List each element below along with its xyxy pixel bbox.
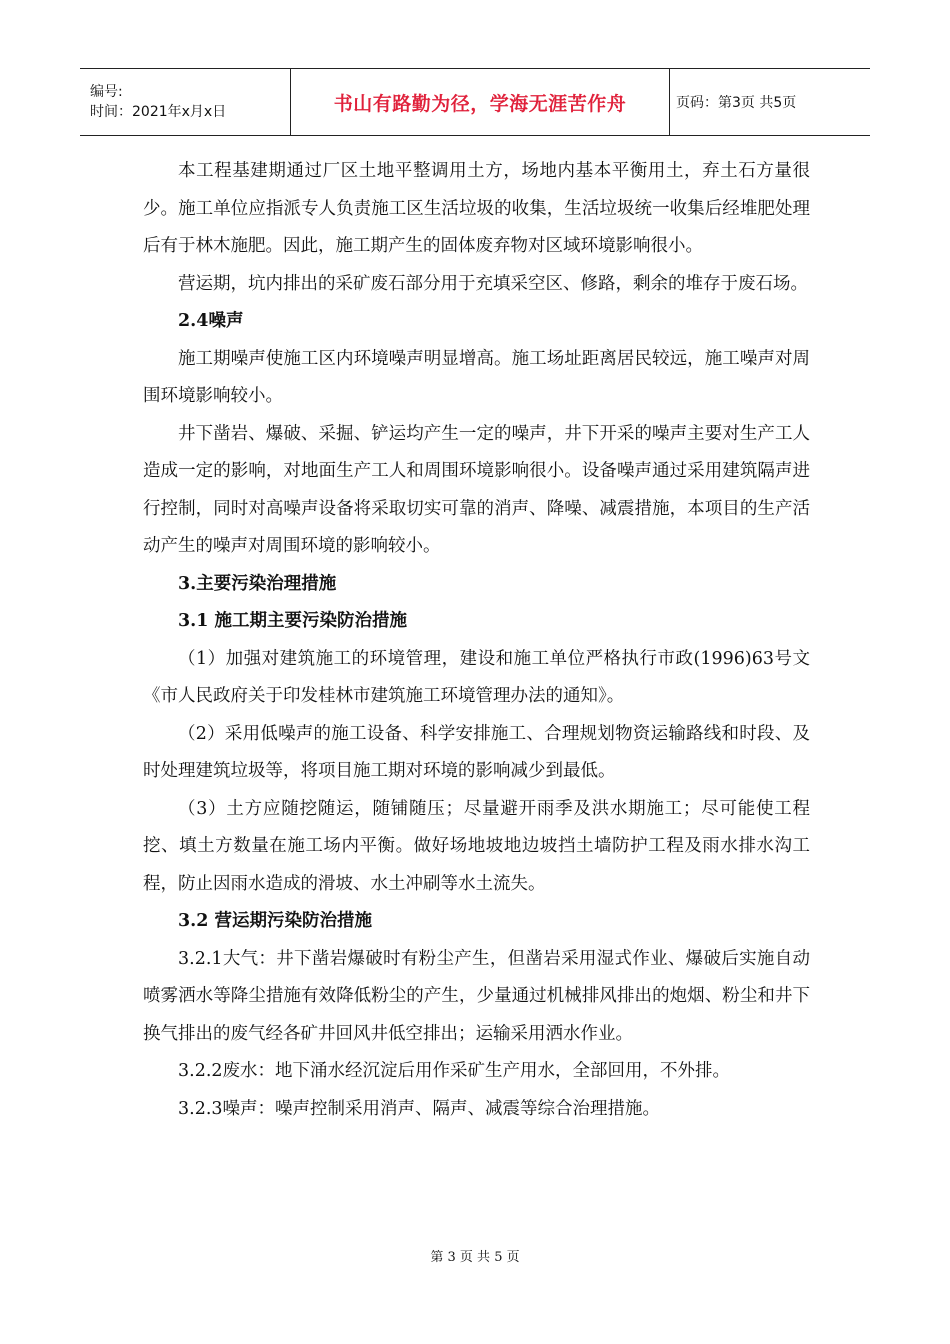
section-heading: 2.4噪声: [178, 311, 244, 331]
paragraph: 营运期，坑内排出的采矿废石部分用于充填采空区、修路，剩余的堆存于废石场。: [178, 273, 808, 294]
paragraph: 3.2.2废水：地下涌水经沉淀后用作采矿生产用水，全部回用，不外排。: [178, 1061, 731, 1081]
paragraph: （1）加强对建筑施工的环境管理，建设和施工单位严格执行市政(1996)63号文《市人民政府关于印发桂林市建筑施工环境管理办法的通知》。: [143, 648, 810, 706]
paragraph: 井下凿岩、爆破、采掘、铲运均产生一定的噪声，井下开采的噪声主要对生产工人造成一定的影响，对地面生产工人和周围环境影响很小。设备噪声通过采用建筑隔声进行控制，同时对高噪声设备将采取切实可靠的消声、降噪、减震措施，本项目的生产活动产生的噪声对周围环境的影响较小。: [143, 423, 810, 556]
paragraph: 3.2.1大气：井下凿岩爆破时有粉尘产生，但凿岩采用湿式作业、爆破后实施自动喷雾洒水等降尘措施有效降低粉尘的产生，少量通过机械排风排出的炮烟、粉尘和井下换气排出的废气经各矿井回风井低空排出；运输采用洒水作业。: [143, 948, 810, 1044]
header-page-code: 页码：第3页 共5页: [676, 95, 797, 111]
page-footer: 第 3 页 共 5 页: [430, 1250, 520, 1265]
paragraph: 3.2.3噪声：噪声控制采用消声、隔声、减震等综合治理措施。: [178, 1098, 661, 1119]
section-heading: 3.1 施工期主要污染防治措施: [178, 611, 408, 631]
page-header: [80, 68, 870, 136]
paragraph: 施工期噪声使施工区内环境噪声明显增高。施工场址距离居民较远，施工噪声对周围环境影响较小。: [143, 348, 810, 406]
header-meta: [80, 69, 291, 136]
section-heading: 3.主要污染治理措施: [178, 573, 337, 594]
paragraph: （3）土方应随挖随运，随铺随压；尽量避开雨季及洪水期施工；尽可能使工程挖、填土方数量在施工场内平衡。做好场地坡地边坡挡土墙防护工程及雨水排水沟工程，防止因雨水造成的滑坡、水土冲刷等水土流失。: [143, 798, 810, 894]
section-heading: 3.2 营运期污染防治措施: [178, 911, 373, 931]
paragraph: 本工程基建期通过厂区土地平整调用土方，场地内基本平衡用土，弃土石方量很少。施工单位应指派专人负责施工区生活垃圾的收集，生活垃圾统一收集后经堆肥处理后有于林木施肥。因此，施工期产生的固体废弃物对区域环境影响很小。: [143, 161, 810, 256]
document-body: [143, 153, 810, 1128]
document-number: 编号:: [90, 84, 123, 100]
document-time: 时间：2021年x月x日: [90, 104, 227, 120]
paragraph: （2）采用低噪声的施工设备、科学安排施工、合理规划物资运输路线和时段、及时处理建筑垃圾等，将项目施工期对环境的影响减少到最低。: [143, 723, 810, 781]
header-motto: 书山有路勤为径，学海无涯苦作舟: [291, 69, 670, 136]
